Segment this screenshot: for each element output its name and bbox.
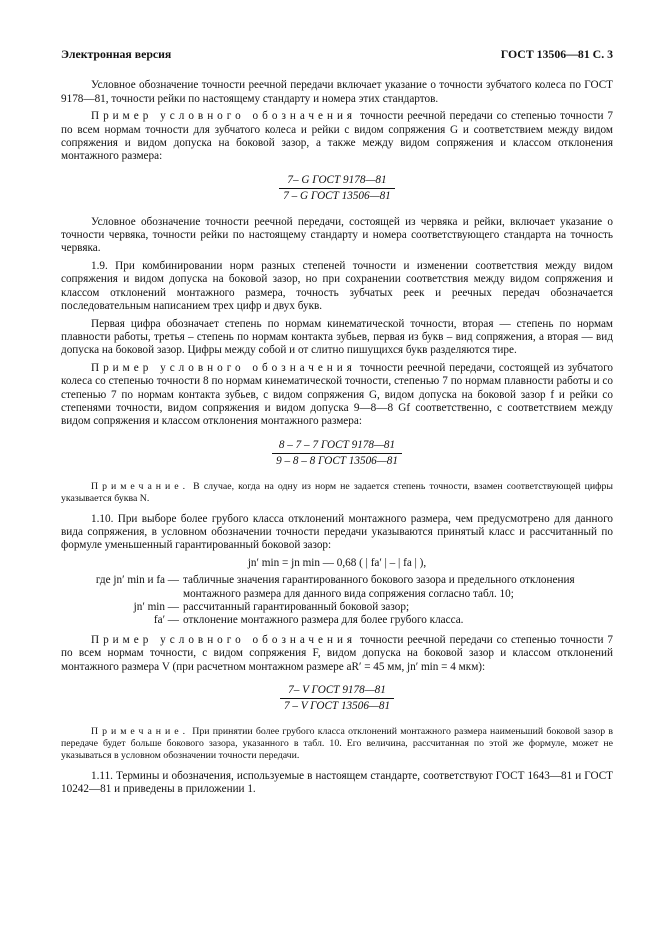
- definitions: [61, 574, 613, 628]
- note-1-label: Примечание.: [91, 480, 190, 492]
- definition-desc: рассчитанный гарантированный боковой зазор;: [183, 601, 410, 613]
- definition-term: jn′ min —: [133, 601, 179, 613]
- paragraph-5: 1.10. При выборе более грубого класса отклонений монтажного размера, чем предусмотрено для данного вида сопряжения, в условном обозначении точности передачи указываются принятый класс и рассчитанный по формуле уменьшенный гарантированный боковой зазор:: [61, 512, 613, 552]
- note-1: [61, 481, 613, 505]
- paragraph-1: Условное обозначение точности реечной передачи включает указание о точности зубчатого колеса по ГОСТ 9178—81, точности рейки по настоящему стандарту и номера этих стандартов.: [61, 79, 613, 105]
- formula-3: [61, 684, 613, 714]
- definition-desc: отклонение монтажного размера для более грубого класса.: [183, 614, 464, 627]
- definition-row: [61, 601, 613, 614]
- formula-2-numerator: 8 – 7 – 7 ГОСТ 9178—81: [272, 439, 402, 454]
- formula-1-numerator: 7– G ГОСТ 9178—81: [279, 174, 395, 189]
- note-2-text: При принятии более грубого класса отклонений монтажного размера наименьший боковой зазор в передаче будет больше бокового зазора, указанного в табл. 10. Его величина, рассчитанная по этой же формуле, может не указываться в условном обозначении точности передачи.: [61, 725, 613, 761]
- definition-row: [61, 574, 613, 601]
- note-1-text: В случае, когда на одну из норм не задается степень точности, взамен соответствующей цифры указывается буква N.: [61, 480, 613, 504]
- note-2: [61, 726, 613, 762]
- example-1: [61, 110, 613, 164]
- document-page: [61, 48, 613, 801]
- formula-3-denominator: 7 – V ГОСТ 13506—81: [283, 700, 391, 713]
- page-header: [61, 48, 613, 61]
- formula-2-denominator: 9 – 8 – 8 ГОСТ 13506—81: [276, 455, 398, 468]
- example-3-label: Пример условного обозначения: [91, 633, 357, 646]
- example-3-text: точности реечной передачи со степенью точности 7 по всем нормам точности, с видом сопряжения F, видом допуска на боковой зазор и классом отклонений монтажного размера V (при расчетном монтажном размере aR′ = 45 мм, jn′ min = 4 мкм):: [61, 633, 613, 673]
- formula-2: [61, 439, 613, 469]
- example-3: [61, 634, 613, 674]
- header-left: Электронная версия: [61, 47, 172, 61]
- example-2: [61, 362, 613, 429]
- example-2-label: Пример условного обозначения: [91, 361, 356, 374]
- paragraph-6: 1.11. Термины и обозначения, используемые в настоящем стандарте, соответствуют ГОСТ 1643—81 и ГОСТ 10242—81 и приведены в приложении 1.: [61, 769, 613, 796]
- equation: jn′ min = jn min — 0,68 ( | fa′ | – | fa | ),: [247, 556, 427, 569]
- example-1-text: точности реечной передачи со степенью точности 7 по всем нормам точности для зубчатого колеса и рейки с видом сопряжения G и соответствием между видом сопряжения и видом допуска на боковой зазор, а также между видом сопряжения и классом отклонения монтажного размера:: [61, 110, 613, 163]
- paragraph-3: 1.9. При комбинировании норм разных степеней точности и изменении соответствия между видом сопряжения и видом допуска на боковой зазор, но при сохранении соответствия между видом сопряжения и классом отклонений монтажного размера, точность зубчатых реек и реечных передач обозначается последовательным написанием трех цифр и двух букв.: [61, 259, 613, 313]
- definition-desc: табличные значения гарантированного бокового зазора и предельного отклонения монтажного размера для данного вида сопряжения согласно табл. 10;: [183, 574, 575, 600]
- formula-1-denominator: 7 – G ГОСТ 13506—81: [283, 190, 391, 203]
- paragraph-2: Условное обозначение точности реечной передачи, состоящей из червяка и рейки, включает указание о точности червяка, точности рейки по настоящему стандарту и номера соответствующего стандарта на точность червяка.: [61, 215, 613, 255]
- header-right: ГОСТ 13506—81 С. 3: [500, 47, 613, 61]
- formula-1: [61, 174, 613, 204]
- definition-term: где jn′ min и fa —: [95, 574, 179, 587]
- example-1-label: Пример условного обозначения: [91, 110, 357, 123]
- definition-row: [61, 614, 613, 627]
- example-2-text: точности реечной передачи, состоящей из зубчатого колеса со степенью точности 8 по нормам кинематической точности, степенью 7 по нормам плавности работы и со степенью 7 по нормам контакта зубьев, с видом сопряжения G, видом допуска на боковой зазор f и рейки со степенями точности, видом сопряжения и видом допуска 9—8—8 Gf соответственно, с соответствием между видом сопряжения и классом отклонения монтажного размера:: [61, 361, 613, 428]
- formula-3-numerator: 7– V ГОСТ 9178—81: [280, 684, 394, 699]
- note-2-label: Примечание.: [91, 725, 190, 737]
- paragraph-4: Первая цифра обозначает степень по нормам кинематической точности, вторая — степень по нормам плавности работы, третья – степень по нормам контакта зубьев, первая из букв – вид сопряжения, а вторая — вид допуска на боковой зазор. Цифры между собой и от слитно пишущихся букв разделяются тире.: [61, 317, 613, 357]
- definition-term: fa′ —: [153, 614, 179, 627]
